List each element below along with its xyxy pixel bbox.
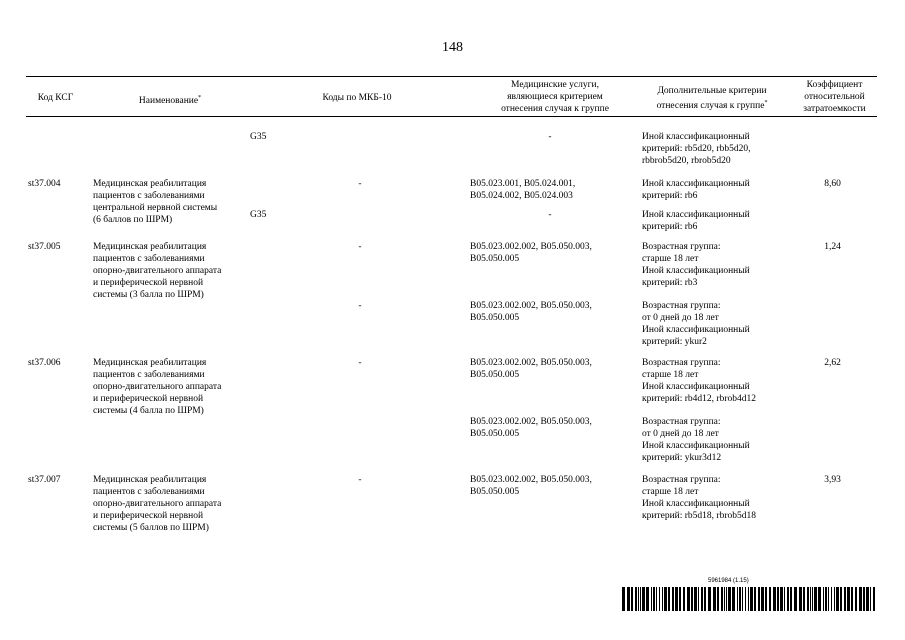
barcode-bar (698, 587, 699, 611)
table-row-2-services: - (548, 210, 552, 220)
table-row-3-code: st37.005 (28, 242, 61, 252)
barcode-bar (787, 587, 789, 611)
barcode-bar (863, 587, 865, 611)
table-row-5-criteria: Возрастная группа: старше 18 лет Иной классификационный критерий: rb4d12, rbrob4d12 (642, 358, 756, 404)
barcode-label: 5961984 (1.15) (708, 578, 749, 584)
barcode-bar (790, 587, 792, 611)
table-row-7-coefficient: 3,93 (824, 475, 841, 485)
barcode-bar (721, 587, 723, 611)
header-name-text: Наименование (138, 96, 199, 107)
table-row-5-code: st37.006 (28, 358, 61, 368)
table-row-6-services: B05.023.002.002, B05.050.003, B05.050.005 (470, 417, 592, 439)
barcode-bar (717, 587, 719, 611)
barcode-bar (694, 587, 697, 611)
barcode-bar (704, 587, 706, 611)
barcode-bar (659, 587, 660, 611)
table-row-1-criteria: Иной классификационный критерий: rb6 (642, 179, 750, 201)
table-row-2-mkb: G35 (250, 210, 267, 220)
header-criteria-footnote-mark: * (764, 100, 768, 106)
barcode-bar (754, 587, 756, 611)
table-row-0-criteria: Иной классификационный критерий: rb5d20, rbb5d20, rbbrob5d20, rbrob5d20 (642, 132, 751, 166)
table-row-0-mkb: G35 (250, 132, 267, 142)
header-code: Код КСГ (37, 93, 74, 103)
barcode-bar (765, 587, 767, 611)
barcode-bar (814, 587, 817, 611)
barcode-bar (812, 587, 813, 611)
table-row-7-criteria: Возрастная группа: старше 18 лет Иной классификационный критерий: rb5d18, rbrob5d18 (642, 475, 756, 521)
barcode-bar (777, 587, 779, 611)
barcode-bar (713, 587, 716, 611)
table-row-1-mkb: - (358, 179, 362, 189)
table-row-3-name: Медицинская реабилитация пациентов с заболеваниями опорно-двигательного аппарата и периферической нервной системы (3 балла по ШРМ) (93, 242, 222, 300)
barcode-bar (691, 587, 693, 611)
barcode-bar (823, 587, 824, 611)
table-row-5-mkb: - (358, 358, 362, 368)
table-row-5-coefficient: 2,62 (824, 358, 841, 368)
barcode-bar (651, 587, 652, 611)
barcode-bar (640, 587, 641, 611)
barcode-bar (794, 587, 797, 611)
barcode-bar (683, 587, 685, 611)
barcode-bar (646, 587, 649, 611)
barcode-bar (761, 587, 764, 611)
header-criteria-text: Дополнительные критерии отнесения случая к группе (656, 86, 767, 112)
barcode-bar (742, 587, 743, 611)
barcode-bar (631, 587, 633, 611)
barcode-bar (769, 587, 771, 611)
barcode-bar (726, 587, 727, 611)
barcode-bar (728, 587, 731, 611)
header-coefficient: Коэффициент относительной затратоемкости (803, 80, 866, 114)
header-name (100, 92, 240, 107)
barcode-bar (745, 587, 746, 611)
barcode-bar (675, 587, 678, 611)
barcode-bar (750, 587, 753, 611)
page-number: 148 (442, 40, 463, 55)
table-row-7-code: st37.007 (28, 475, 61, 485)
barcode-bar (834, 587, 835, 611)
barcode-bar (664, 587, 667, 611)
table-row-4-criteria: Возрастная группа: от 0 дней до 18 лет Иной классификационный критерий: ykur2 (642, 301, 750, 347)
barcode-bar (851, 587, 853, 611)
table-row-3-mkb: - (358, 242, 362, 252)
header-services: Медицинские услуги, являющиеся критерием отнесения случая к группе (501, 80, 609, 114)
barcode-bar (622, 587, 625, 611)
table-row-1-code: st37.004 (28, 179, 61, 189)
table-row-0-services: - (548, 132, 552, 142)
table-row-5-services: B05.023.002.002, B05.050.003, B05.050.005 (470, 358, 592, 380)
barcode-bar (635, 587, 637, 611)
barcode-bar (724, 587, 725, 611)
table-row-7-services: B05.023.002.002, B05.050.003, B05.050.005 (470, 475, 592, 497)
table-row-6-criteria: Возрастная группа: от 0 дней до 18 лет Иной классификационный критерий: ykur3d12 (642, 417, 750, 463)
barcode-bar (828, 587, 829, 611)
barcode-bar (840, 587, 842, 611)
table-row-7-name: Медицинская реабилитация пациентов с заболеваниями опорно-двигательного аппарата и периферической нервной системы (5 баллов по ШРМ) (93, 475, 222, 533)
barcode-bar (739, 587, 741, 611)
barcode-bar (855, 587, 857, 611)
barcode-bar (810, 587, 811, 611)
table-row-3-services: B05.023.002.002, B05.050.003, B05.050.005 (470, 242, 592, 264)
barcode-bar (672, 587, 674, 611)
barcode-bar (807, 587, 809, 611)
barcode-bar (638, 587, 639, 611)
barcode-bar (627, 587, 630, 611)
header-bottom-rule (26, 116, 877, 117)
table-row-1-services: B05.023.001, B05.024.001, B05.024.002, B05.024.003 (470, 179, 576, 201)
barcode-bar (803, 587, 805, 611)
barcode-bar (870, 587, 871, 611)
table-row-3-coefficient: 1,24 (824, 242, 841, 252)
barcode-bar (732, 587, 735, 611)
barcode-bar (847, 587, 850, 611)
table-row-4-services: B05.023.002.002, B05.050.003, B05.050.005 (470, 301, 592, 323)
table-row-7-mkb: - (358, 475, 362, 485)
barcode-bar (758, 587, 760, 611)
barcode-bar (780, 587, 783, 611)
barcode-bar (844, 587, 846, 611)
barcode-bar (866, 587, 869, 611)
barcode-bar (653, 587, 655, 611)
barcode-bar (687, 587, 690, 611)
barcode-bar (668, 587, 670, 611)
barcode-bar (737, 587, 738, 611)
table-row-5-name: Медицинская реабилитация пациентов с заболеваниями опорно-двигательного аппарата и периферической нервной системы (4 балла по ШРМ) (93, 358, 222, 416)
barcode-bar (679, 587, 681, 611)
barcode-bar (773, 587, 776, 611)
barcode-bar (662, 587, 663, 611)
barcode-bar (859, 587, 862, 611)
header-name-footnote-mark: * (198, 95, 202, 101)
table-row-1-name: Медицинская реабилитация пациентов с заболеваниями центральной нервной системы (6 баллов по ШРМ) (93, 179, 218, 225)
table-row-3-criteria: Возрастная группа: старше 18 лет Иной классификационный критерий: rb3 (642, 242, 750, 288)
table-row-4-mkb: - (358, 301, 362, 311)
barcode-bar (825, 587, 827, 611)
barcode-bar (748, 587, 749, 611)
barcode-bar (818, 587, 821, 611)
barcode-bar (656, 587, 657, 611)
header-criteria (642, 85, 782, 112)
table-row-1-coefficient: 8,60 (824, 179, 841, 189)
header-mkb: Коды по МКБ-10 (322, 93, 392, 103)
barcode-bar (873, 587, 875, 611)
barcode-bar (799, 587, 802, 611)
table-top-rule (26, 76, 877, 77)
barcode-bar (831, 587, 832, 611)
barcode-bar (701, 587, 703, 611)
barcode-image (622, 587, 877, 611)
barcode-bar (708, 587, 711, 611)
barcode-bar (784, 587, 785, 611)
barcode-bar (836, 587, 839, 611)
table-row-2-criteria: Иной классификационный критерий: rb6 (642, 210, 750, 232)
barcode-bar (642, 587, 645, 611)
